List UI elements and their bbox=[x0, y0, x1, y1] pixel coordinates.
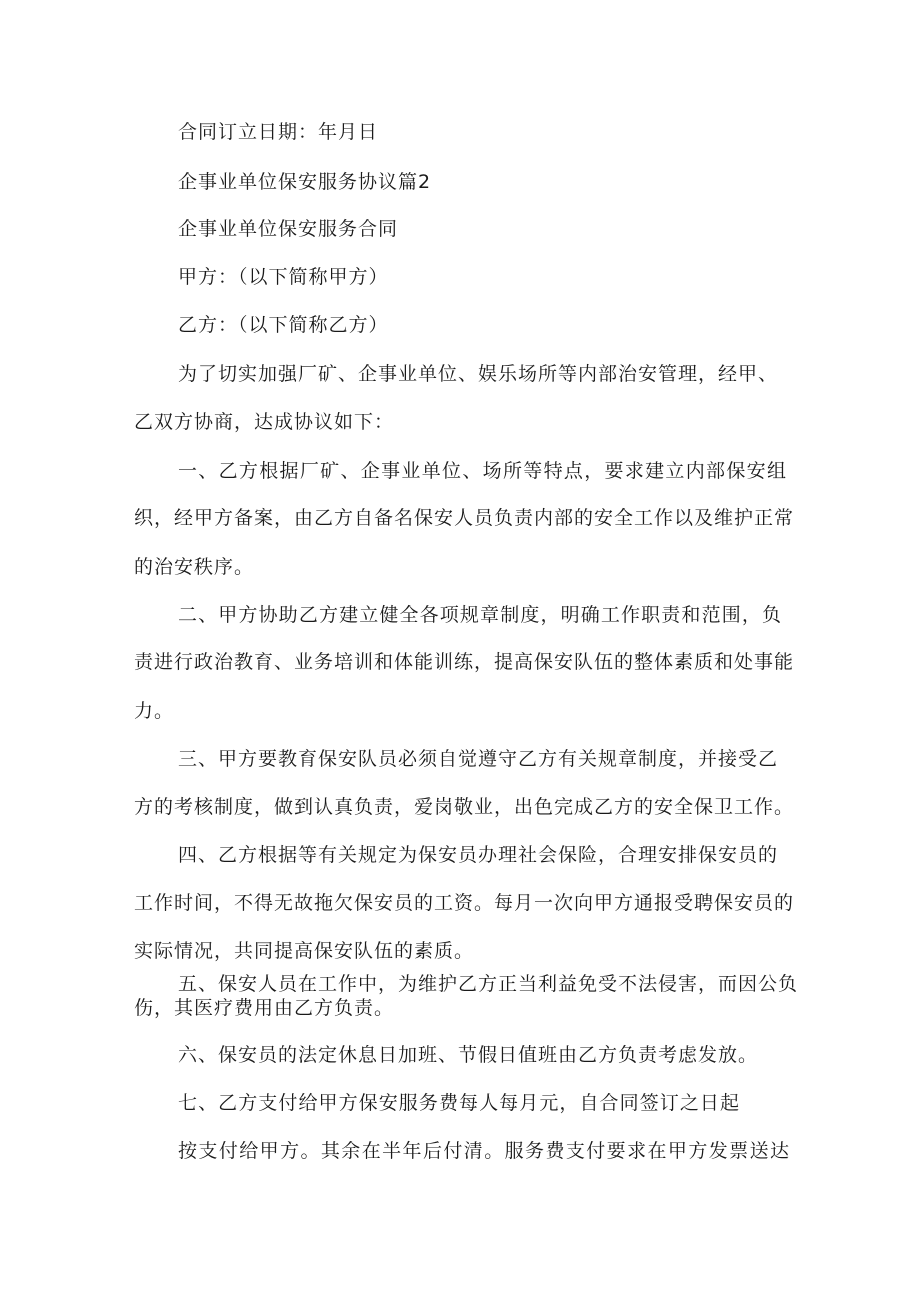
clause-1-line-2: 织，经甲方备案，由乙方自备名保安人员负责内部的安全工作以及维护正常 bbox=[134, 507, 795, 529]
party-a-line: 甲方：（以下简称甲方） bbox=[178, 266, 389, 288]
clause-5-line-1: 五、保安人员在工作中，为维护乙方正当利益免受不法侵害，而因公负 bbox=[178, 973, 799, 995]
clause-4-line-3: 实际情况，共同提高保安队伍的素质。 bbox=[134, 940, 475, 962]
clause-7-line-1: 七、乙方支付给甲方保安服务费每人每月元，自合同签订之日起 bbox=[178, 1092, 740, 1114]
intro-paragraph-line-2: 乙双方协商，达成协议如下： bbox=[134, 411, 395, 433]
clause-2-line-3: 力。 bbox=[134, 700, 175, 722]
clause-3-line-2: 方的考核制度，做到认真负责，爱岗敬业，出色完成乙方的安全保卫工作。 bbox=[134, 796, 795, 818]
clause-7-line-2: 按支付给甲方。其余在半年后付清。服务费支付要求在甲方发票送达 bbox=[178, 1140, 790, 1162]
intro-paragraph-line-1: 为了切实加强厂矿、企事业单位、娱乐场所等内部治安管理，经甲、 bbox=[178, 363, 779, 385]
clause-3-line-1: 三、甲方要教育保安队员必须自觉遵守乙方有关规章制度，并接受乙 bbox=[178, 748, 779, 770]
clause-6-line: 六、保安员的法定休息日加班、节假日值班由乙方负责考虑发放。 bbox=[178, 1044, 759, 1066]
party-b-line: 乙方：（以下简称乙方） bbox=[178, 314, 389, 336]
contract-title: 企事业单位保安服务合同 bbox=[178, 218, 399, 240]
section-heading: 企事业单位保安服务协议篇2 bbox=[178, 171, 432, 193]
clause-2-line-1: 二、甲方协助乙方建立健全各项规章制度，明确工作职责和范围，负 bbox=[178, 604, 782, 626]
clause-2-line-2: 责进行政治教育、业务培训和体能训练，提高保安队伍的整体素质和处事能 bbox=[134, 651, 795, 673]
clause-4-line-2: 工作时间，不得无故拖欠保安员的工资。每月一次向甲方通报受聘保安员的 bbox=[134, 892, 795, 914]
clause-4-line-1: 四、乙方根据等有关规定为保安员办理社会保险，合理安排保安员的 bbox=[178, 844, 779, 866]
clause-1-line-1: 一、乙方根据厂矿、企事业单位、场所等特点，要求建立内部保安组 bbox=[178, 460, 787, 482]
contract-date-line: 合同订立日期：年月日 bbox=[178, 121, 379, 143]
clause-1-line-3: 的治安秩序。 bbox=[134, 556, 255, 578]
clause-5-line-2: 伤，其医疗费用由乙方负责。 bbox=[134, 997, 395, 1019]
